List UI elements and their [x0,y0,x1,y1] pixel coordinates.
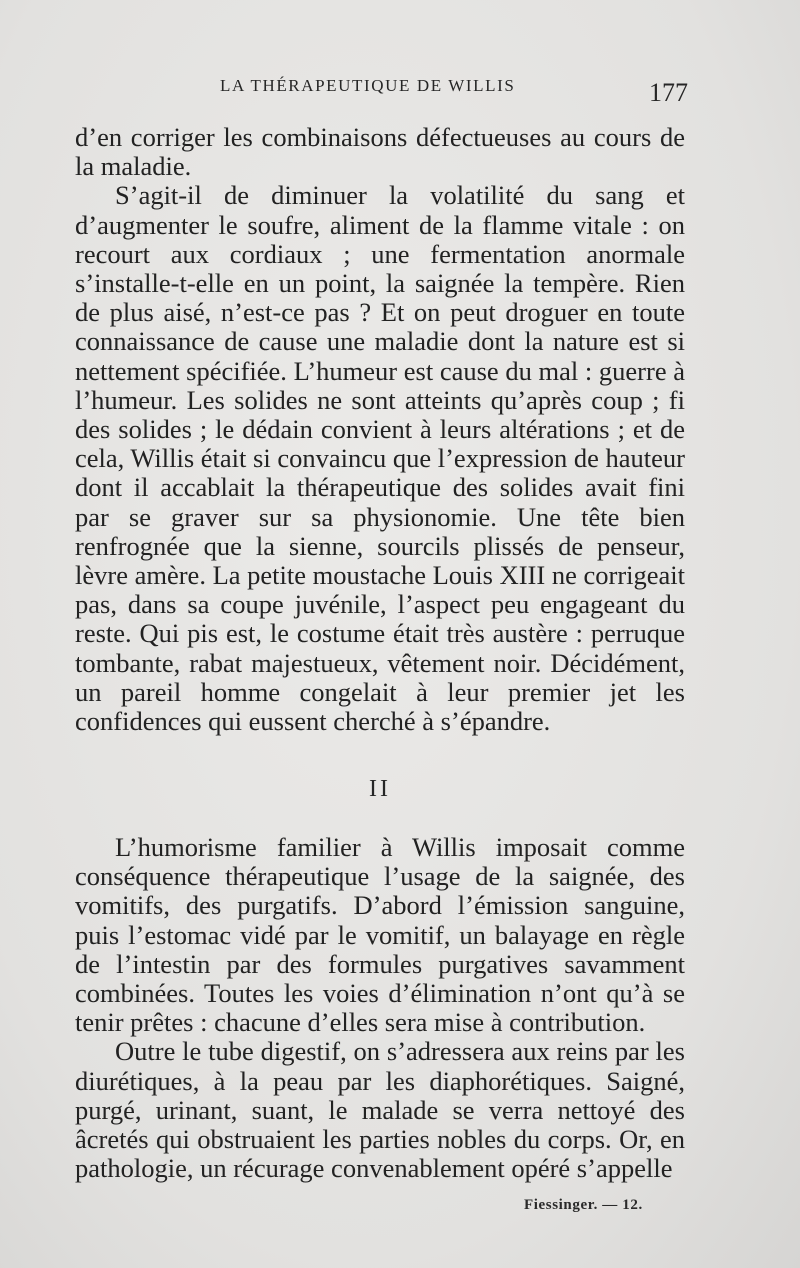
signature-mark: Fiessinger. — 12. [524,1197,643,1213]
running-head-title: LA THÉRAPEUTIQUE DE WILLIS [220,76,516,95]
paragraph: S’agit-il de diminuer la volatilité du sang et d’augmenter le soufre, aliment de la flamme vitale : on recourt aux cordiaux ; une fermentation anormale s’installe-t-elle en un point, la saignée la tempère. Rien de plus aisé, n’est-ce pas ? Et on peut droguer en toute connaissance de cause une maladie dont la nature est si nettement spécifiée. L’humeur est cause du mal : guerre à l’humeur. Les solides ne sont atteints qu’après coup ; fi des solides ; le dédain convient à leurs altérations ; et de cela, Willis était si convaincu que l’expression de hauteur dont il accablait la thérapeutique des solides avait fini par se graver sur sa physionomie. Une tête bien renfrognée que la sienne, sourcils plissés de penseur, lèvre amère. La petite moustache Louis XIII ne corrigeait pas, dans sa coupe juvénile, l’aspect peu engageant du reste. Qui pis est, le costume était très austère : perruque tombante, rabat majestueux, vêtement noir. Décidément, un pareil homme congelait à leur premier jet les confidences qui eussent cherché à s’épandre. [75,180,685,737]
paragraph: L’humorisme familier à Willis imposait comme conséquence thérapeutique l’usage de la saignée, des vomitifs, des purgatifs. D’abord l’émission sanguine, puis l’estomac vidé par le vomitif, un balayage en règle de l’intestin par des formules purgatives savamment combinées. Toutes les voies d’élimination n’ont qu’à se tenir prêtes : chacune d’elles sera mise à contribution. [75,832,685,1038]
section-1-text [75,123,685,736]
paragraph: d’en corriger les combinaisons défectueuses au cours de la maladie. [75,122,685,182]
paragraph: Outre le tube digestif, on s’adressera aux reins par les diurétiques, à la peau par les diaphorétiques. Saigné, purgé, urinant, suant, le malade se verra nettoyé des âcretés qui obstruaient les parties nobles du corps. Or, en pathologie, un récurage convenablement opéré s’appelle [75,1036,685,1184]
page-number: 177 [649,78,688,107]
section-number: II [369,776,391,802]
section-2-text [75,833,685,1183]
